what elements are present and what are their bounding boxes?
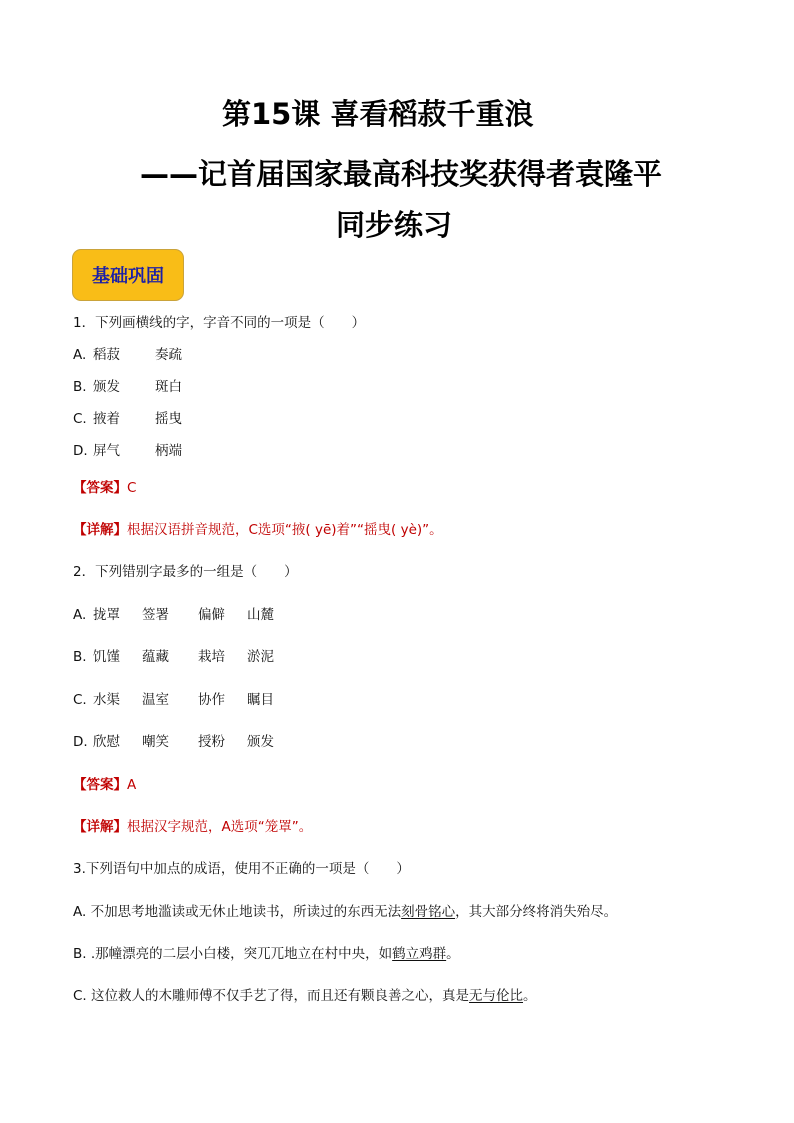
option-word: 蕴藏 — [142, 649, 169, 665]
q1-option-b[interactable] — [73, 378, 182, 396]
q1-answer — [73, 479, 136, 497]
option-letter: C. — [73, 411, 87, 427]
option-word: 瞩目 — [247, 692, 274, 708]
detail-text: 根据汉字规范，A选项“笼罩”。 — [127, 819, 313, 835]
option-word: 拢罩 — [93, 607, 120, 623]
q2-option-a-items — [73, 606, 274, 624]
option-word: 山麓 — [247, 607, 274, 623]
option-word: 掖着 — [93, 411, 120, 427]
answer-label: 【答案】 — [73, 777, 127, 793]
option-word: 淤泥 — [247, 649, 274, 665]
option-word: 温室 — [142, 692, 169, 708]
option-word: 斑白 — [155, 379, 182, 395]
answer-value: A — [127, 777, 137, 793]
option-letter: A. — [73, 347, 87, 363]
q3-option-b[interactable] — [73, 945, 460, 963]
option-word: 欣慰 — [93, 734, 120, 750]
q2-detail — [73, 818, 312, 836]
idiom: 鹤立鸡群 — [392, 946, 447, 962]
option-word: 签署 — [142, 607, 169, 623]
option-word: 奏疏 — [155, 347, 182, 363]
option-word: 摇曳 — [155, 411, 182, 427]
option-word: 协作 — [198, 692, 225, 708]
section-badge — [72, 249, 184, 301]
option-letter: B. — [73, 649, 87, 665]
practice-heading: 同步练习 — [336, 208, 453, 242]
option-word: 屏气 — [93, 443, 120, 459]
q3-stem: 3.下列语句中加点的成语，使用不正确的一项是（ ） — [73, 861, 410, 877]
q2-option-d[interactable] — [73, 733, 274, 751]
option-word: 柄端 — [155, 443, 182, 459]
q2-option-b[interactable] — [73, 648, 274, 666]
option-word: A. — [73, 607, 87, 623]
detail-label: 【详解】 — [73, 819, 127, 835]
option-word: 栽培 — [198, 649, 225, 665]
option-word: 嘲笑 — [142, 734, 169, 750]
option-word: 偏僻 — [198, 607, 225, 623]
q1-detail — [73, 521, 443, 539]
q2-answer — [73, 776, 136, 794]
section-badge-label: 基础巩固 — [92, 266, 164, 287]
idiom: 无与伦比 — [469, 988, 524, 1004]
option-letter: D. — [73, 443, 88, 459]
option-text: B. .那幢漂亮的二层小白楼，突兀兀地立在村中央，如 — [73, 946, 393, 962]
q1-stem: 1．下列画横线的字，字音不同的一项是（ ） — [73, 315, 366, 331]
q1-option-a[interactable] — [73, 346, 182, 364]
q2-option-c[interactable] — [73, 691, 274, 709]
option-text: 。 — [446, 946, 460, 962]
lesson-title: 第15课 喜看稻菽千重浪 — [222, 97, 534, 131]
q2-stem: 2．下列错别字最多的一组是（ ） — [73, 564, 298, 580]
option-word: 稻菽 — [93, 347, 120, 363]
q1-option-d[interactable] — [73, 442, 182, 460]
option-letter: D. — [73, 734, 88, 750]
q3-option-c[interactable] — [73, 987, 537, 1005]
option-letter: C. — [73, 692, 87, 708]
option-word: 水渠 — [93, 692, 120, 708]
option-word: 颁发 — [93, 379, 120, 395]
option-text: C. 这位救人的木雕师傅不仅手艺了得，而且还有颗良善之心，真是 — [73, 988, 470, 1004]
lesson-subtitle: ——记首届国家最高科技奖获得者袁隆平 — [140, 157, 663, 191]
answer-label: 【答案】 — [73, 480, 127, 496]
option-letter: B. — [73, 379, 87, 395]
detail-label: 【详解】 — [73, 522, 127, 538]
detail-text: 根据汉语拼音规范，C选项“掖( yē)着”“摇曳( yè)”。 — [127, 522, 443, 538]
option-word: 颁发 — [247, 734, 274, 750]
option-text: 。 — [523, 988, 537, 1004]
q1-option-c[interactable] — [73, 410, 182, 428]
option-word: 饥馑 — [93, 649, 120, 665]
idiom: 刻骨铭心 — [401, 904, 456, 920]
answer-value: C — [127, 480, 137, 496]
option-text: A. 不加思考地滥读或无休止地读书，所读过的东西无法 — [73, 904, 402, 920]
q3-option-a[interactable] — [73, 903, 617, 921]
option-text: ，其大部分终将消失殆尽。 — [455, 904, 618, 920]
option-word: 授粉 — [198, 734, 225, 750]
